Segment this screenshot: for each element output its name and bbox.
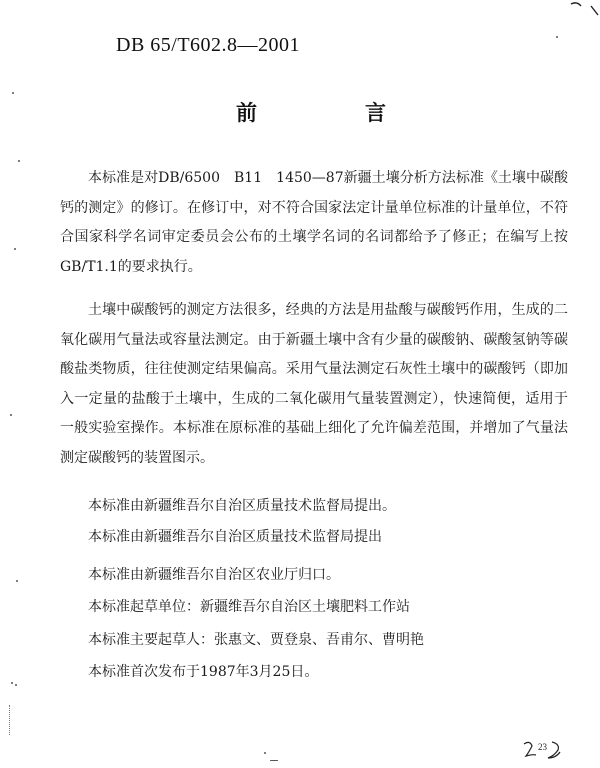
- centralized-by-line: 本标准由新疆维吾尔自治区农业厅归口。: [88, 567, 340, 583]
- scan-speck: [12, 92, 14, 94]
- scan-speck: [14, 248, 16, 250]
- scan-speck: [10, 414, 12, 416]
- title-char-2: 言: [365, 100, 386, 125]
- page-number: 23: [538, 742, 547, 752]
- paragraph-method: 土壤中碳酸钙的测定方法很多，经典的方法是用盐酸与碳酸钙作用，生成的二氧化碳用气量法或容量法测定。由于新疆土壤中含有少量的碳酸钠、碳酸氢钠等碳酸盐类物质，往往使测定结果偏高。采用气量法测定石灰性土壤中的碳酸钙（即加入一定量的盐酸于土壤中，生成的二氧化碳用气量装置测定），快速简便，适用于一般实验室操作。本标准在原标准的基础上细化了允许偏差范围，并增加了气量法测定碳酸钙的装置图示。: [60, 302, 568, 466]
- scan-speck: [556, 36, 558, 38]
- scan-speck: [15, 684, 17, 686]
- scan-speck: [270, 760, 278, 761]
- proposer-line: 本标准由新疆维吾尔自治区质量技术监督局提出。: [88, 498, 396, 514]
- first-issue-line: 本标准首次发布于1987年3月25日。: [88, 664, 319, 680]
- drafting-unit-line: 本标准起草单位：新疆维吾尔自治区土壤肥料工作站: [88, 599, 410, 615]
- title-char-1: 前: [236, 100, 257, 125]
- standard-code: DB 65/T602.8—2001: [116, 34, 301, 56]
- scan-speck: [18, 160, 20, 162]
- scan-speck: [11, 682, 13, 684]
- paragraph-revision: 本标准是对DB/6500 B11 1450—87新疆土壤分析方法标准《土壤中碳酸钙的测定》的修订。在修订中，对不符合国家法定计量单位标准的计量单位，不符合国家科学名词审定委员会公布的土壤学名词的名词都给予了修正；在编写上按GB/T1.1的要求执行。: [60, 170, 568, 275]
- page-title: [236, 97, 386, 127]
- handwritten-corner-mark-icon: [565, 0, 600, 18]
- drafters-line: 本标准主要起草人：张惠文、贾登泉、吾甫尔、曹明艳: [88, 632, 424, 648]
- scan-speck: [16, 580, 18, 582]
- scan-edge-line: [9, 705, 11, 735]
- proposer-line-duplicate: 本标准由新疆维吾尔自治区质量技术监督局提出: [88, 529, 382, 545]
- page-number-mark: [520, 738, 580, 762]
- scan-speck: [264, 752, 266, 754]
